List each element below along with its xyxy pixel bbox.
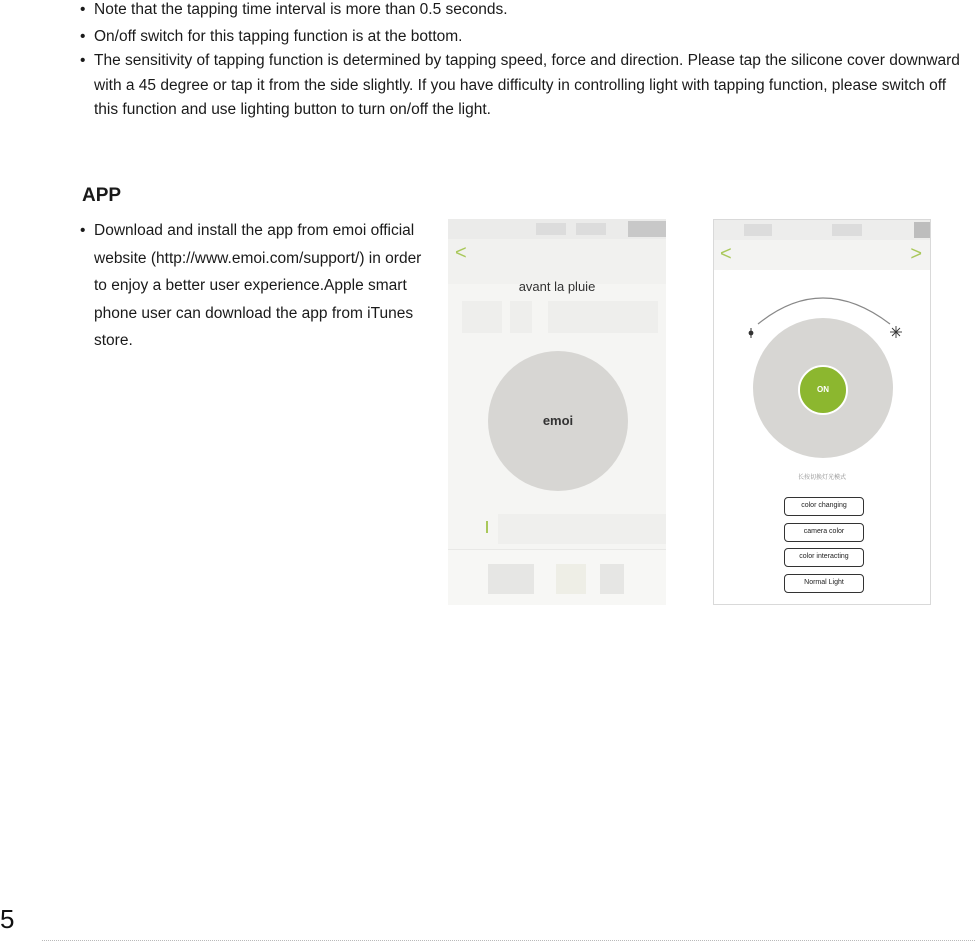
toolbar-button-3[interactable] [600,564,624,594]
name-field[interactable] [498,514,666,544]
back-icon[interactable]: < [720,243,732,265]
nav-bar [448,239,666,284]
mode-normal-light-button[interactable]: Normal Light [784,574,864,593]
mode-color-changing-button[interactable]: color changing [784,497,864,516]
app-screenshot-control [713,219,931,605]
device-name: avant la pluie [518,279,596,294]
back-icon[interactable]: < [455,242,467,264]
mode-color-interacting-button[interactable]: color interacting [784,548,864,567]
app-section-title: APP [82,185,122,206]
text-cursor [486,521,488,533]
app-screenshot-home [448,219,666,605]
forward-icon[interactable]: > [910,243,922,265]
emoi-logo: emoi [542,413,574,428]
footer-divider [42,940,975,941]
bottom-toolbar [448,549,666,605]
mode-camera-color-button[interactable]: camera color [784,523,864,542]
note-interval: • Note that the tapping time interval is more than 0.5 seconds. [80,1,508,18]
note-sensitivity: • The sensitivity of tapping function is determined by tapping speed, force and direction. Please tap the silicone cover downward with a 45 degree or tap it from the side slightly. If you have difficulty in controlling light with tapping function, please switch off this function and use lighting button to turn on/off the light. [80,52,960,118]
bright-icon [890,326,902,338]
power-on-button[interactable]: ON [798,365,848,415]
note-switch: • On/off switch for this tapping function is at the bottom. [80,27,463,45]
tapping-notes [80,0,960,123]
page-number: 5 [0,904,15,934]
dim-icon [749,328,754,338]
toolbar-button-2[interactable] [556,564,586,594]
status-bar [448,219,666,239]
lamp-circle[interactable] [488,351,628,491]
toolbar-button-1[interactable] [488,564,534,594]
app-download-text: • Download and install the app from emoi official website (http://www.emoi.com/support/) in order to enjoy a better user experience.Apple smart phone user can download the app from iTunes store. [80,222,422,349]
mode-hint: 长按切换灯光模式 [797,475,846,481]
